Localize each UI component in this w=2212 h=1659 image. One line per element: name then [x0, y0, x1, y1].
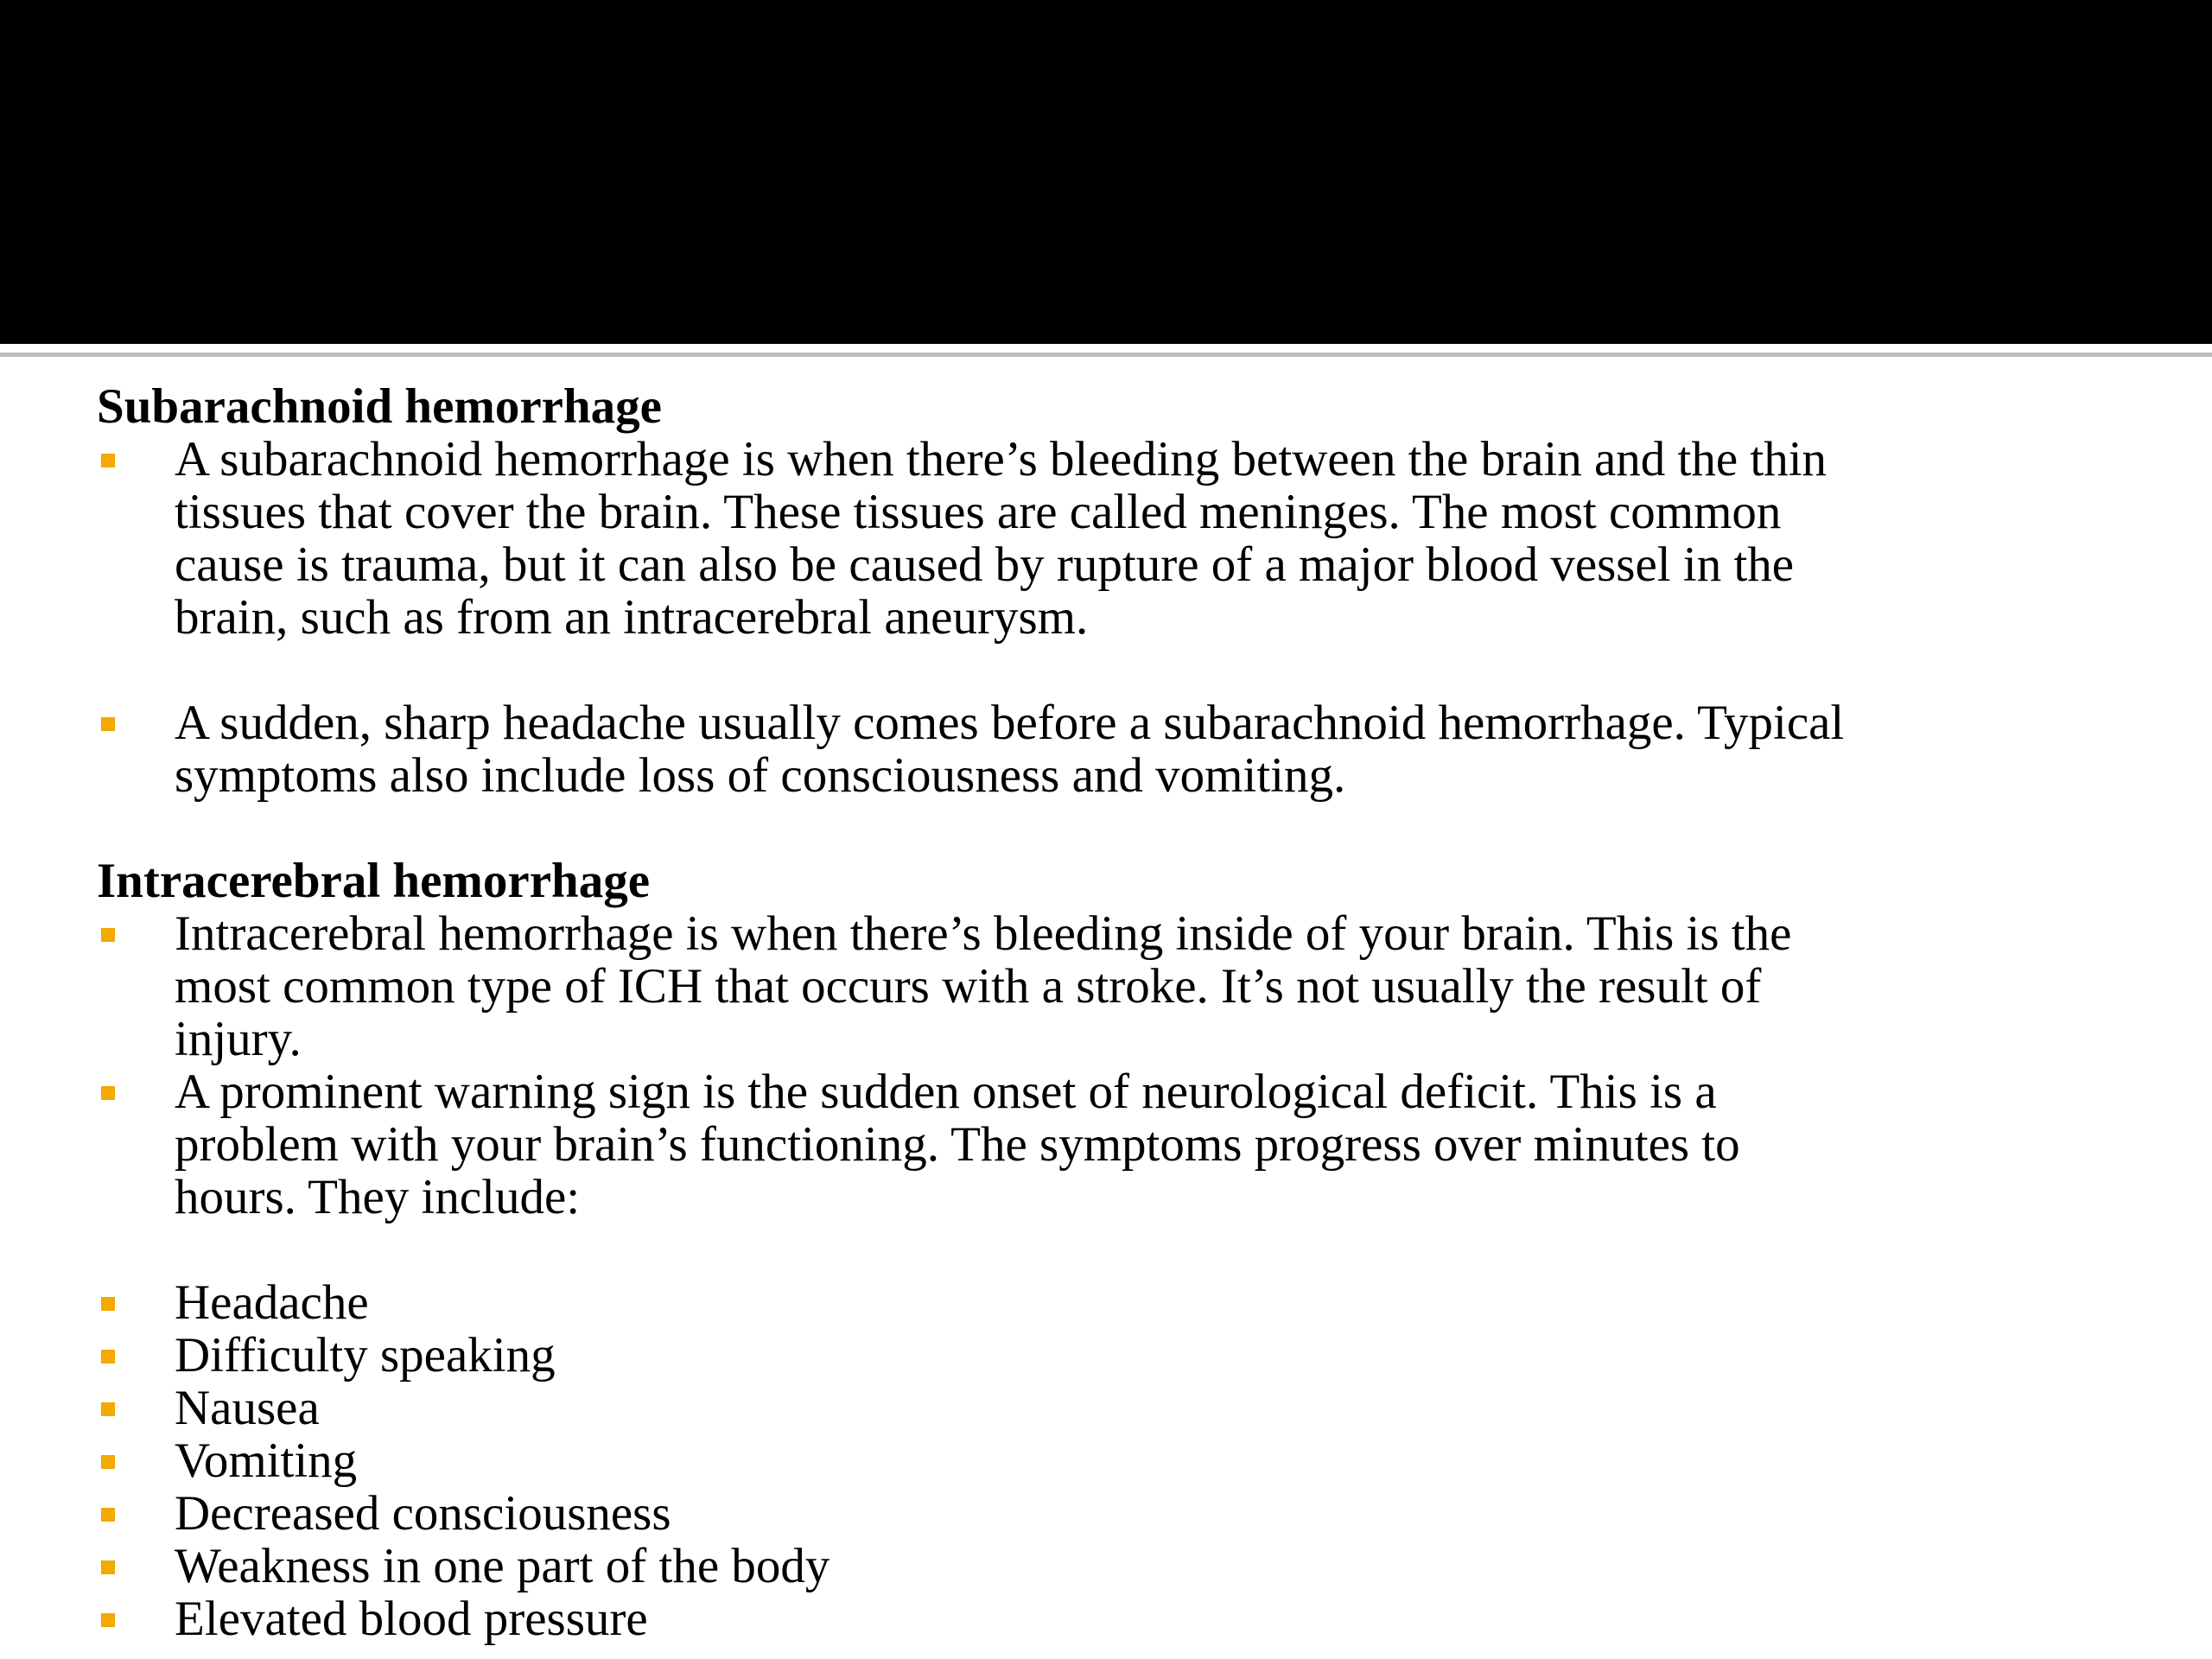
- section-heading-subarachnoid: Subarachnoid hemorrhage: [97, 379, 662, 434]
- text-line: A subarachnoid hemorrhage is when there’s bleeding between the brain and the thin: [175, 432, 1827, 486]
- text-line: injury.: [175, 1012, 302, 1066]
- square-bullet-icon: [101, 1613, 115, 1627]
- symptom-item: [97, 1434, 2171, 1487]
- square-bullet-icon: [101, 454, 115, 467]
- text-line: cause is trauma, but it can also be caused by rupture of a major blood vessel in the: [175, 537, 1795, 592]
- symptom-label: Headache: [175, 1275, 369, 1330]
- spacer: [97, 1224, 2171, 1276]
- text-line: A prominent warning sign is the sudden onset of neurological deficit. This is a: [175, 1065, 1717, 1119]
- list-item: [97, 907, 2171, 1065]
- intracerebral-bullet-list: [97, 907, 2171, 1645]
- text-line: A sudden, sharp headache usually comes before a subarachnoid hemorrhage. Typical: [175, 696, 1845, 750]
- square-bullet-icon: [101, 1402, 115, 1416]
- symptom-label: Vomiting: [175, 1433, 358, 1488]
- slide-body: [97, 380, 2171, 1645]
- list-item: [97, 1065, 2171, 1224]
- square-bullet-icon: [101, 928, 115, 942]
- text-line: problem with your brain’s functioning. The symptoms progress over minutes to: [175, 1117, 1740, 1172]
- symptom-item: [97, 1382, 2171, 1434]
- subarachnoid-bullet-list: [97, 433, 2171, 802]
- symptom-label: Weakness in one part of the body: [175, 1539, 830, 1593]
- square-bullet-icon: [101, 1455, 115, 1469]
- symptom-item: [97, 1592, 2171, 1645]
- symptom-label: Difficulty speaking: [175, 1328, 556, 1382]
- square-bullet-icon: [101, 1560, 115, 1574]
- square-bullet-icon: [101, 1508, 115, 1522]
- text-line: brain, such as from an intracerebral aneurysm.: [175, 590, 1089, 645]
- list-item: [97, 433, 2171, 644]
- text-line: symptoms also include loss of consciousness and vomiting.: [175, 748, 1346, 803]
- square-bullet-icon: [101, 1086, 115, 1100]
- list-item: [97, 696, 2171, 802]
- square-bullet-icon: [101, 1297, 115, 1311]
- spacer: [97, 644, 2171, 696]
- spacer: [97, 802, 2171, 855]
- text-line: most common type of ICH that occurs with a stroke. It’s not usually the result of: [175, 959, 1762, 1014]
- text-line: hours. They include:: [175, 1170, 581, 1224]
- symptom-item: [97, 1276, 2171, 1329]
- text-line: Intracerebral hemorrhage is when there’s bleeding inside of your brain. This is the: [175, 906, 1792, 961]
- symptom-item: [97, 1487, 2171, 1540]
- section-heading-intracerebral: Intracerebral hemorrhage: [97, 854, 650, 908]
- square-bullet-icon: [101, 1350, 115, 1363]
- title-bar: [0, 0, 2212, 344]
- square-bullet-icon: [101, 717, 115, 731]
- symptom-label: Decreased consciousness: [175, 1486, 671, 1541]
- text-line: tissues that cover the brain. These tissues are called meninges. The most common: [175, 485, 1782, 539]
- symptom-item: [97, 1540, 2171, 1592]
- title-divider: [0, 353, 2212, 357]
- symptom-label: Elevated blood pressure: [175, 1592, 648, 1646]
- symptom-item: [97, 1329, 2171, 1382]
- symptom-label: Nausea: [175, 1381, 320, 1435]
